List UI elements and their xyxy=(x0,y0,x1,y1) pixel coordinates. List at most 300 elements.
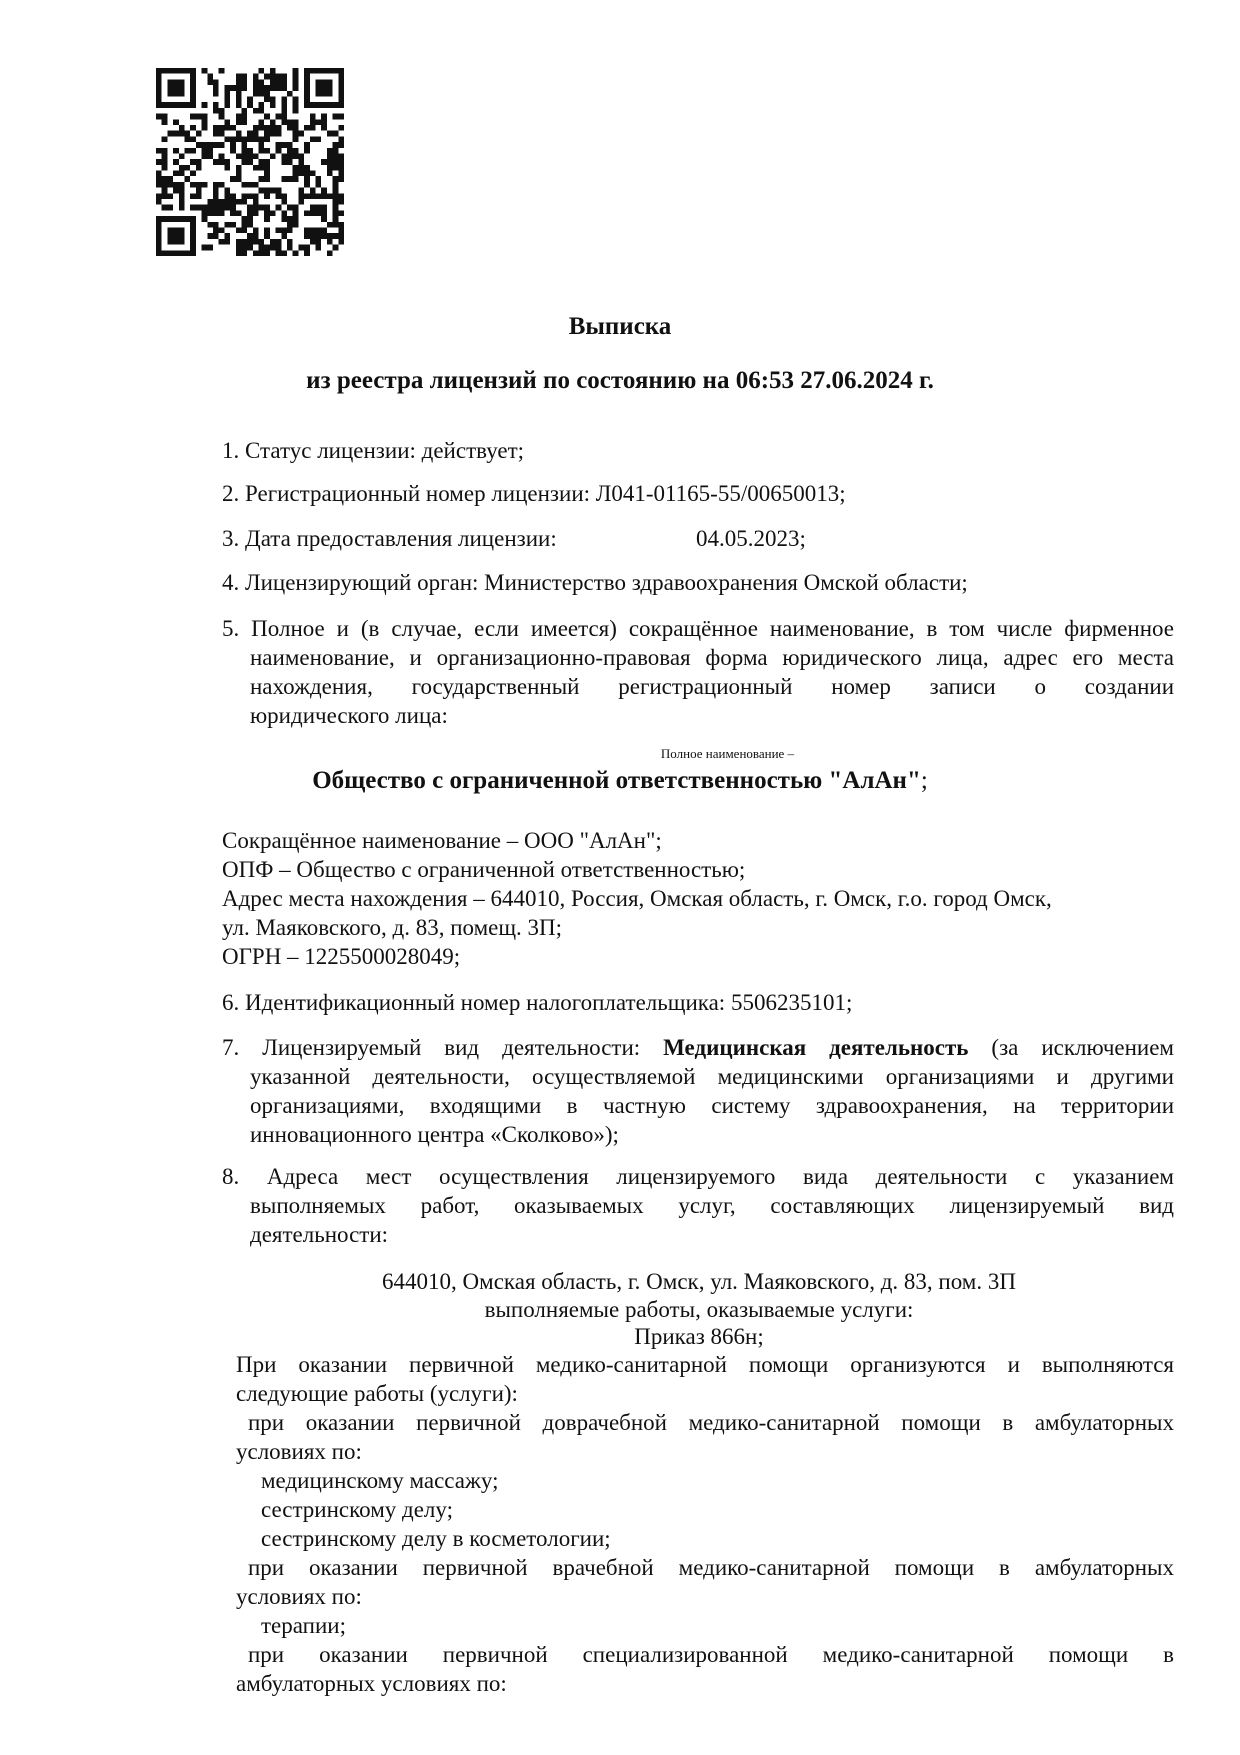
qr-module xyxy=(287,245,293,251)
qr-module xyxy=(230,222,236,228)
qr-module xyxy=(293,74,299,80)
qr-module xyxy=(173,79,179,85)
qr-module xyxy=(327,148,333,154)
qr-module xyxy=(338,102,344,108)
qr-module xyxy=(156,245,162,251)
qr-module xyxy=(207,233,213,239)
qr-module xyxy=(253,182,259,188)
qr-module xyxy=(156,79,162,85)
qr-module xyxy=(173,102,179,108)
qr-module xyxy=(190,182,196,188)
qr-module xyxy=(190,114,196,120)
item5-line: нахождения, государственный регистрационный номер записи о создании xyxy=(250,674,1174,699)
qr-module xyxy=(167,131,173,137)
qr-module xyxy=(321,188,327,194)
qr-module xyxy=(281,114,287,120)
qr-module xyxy=(230,148,236,154)
qr-module xyxy=(236,79,242,85)
works-line: следующие работы (услуги): xyxy=(236,1381,518,1406)
qr-module xyxy=(236,239,242,245)
qr-module xyxy=(156,114,162,120)
qr-module xyxy=(264,245,270,251)
qr-module xyxy=(270,245,276,251)
qr-module xyxy=(196,159,202,165)
qr-module xyxy=(276,205,282,211)
qr-module xyxy=(310,171,316,177)
qr-module xyxy=(333,216,339,222)
qr-module xyxy=(241,199,247,205)
qr-module xyxy=(230,193,236,199)
qr-module xyxy=(270,188,276,194)
qr-module xyxy=(156,250,162,256)
qr-module xyxy=(316,176,322,182)
item8-line: выполняемых работ, оказываемых услуг, составляющих лицензируемый вид xyxy=(250,1193,1174,1218)
qr-module xyxy=(156,193,162,199)
inn: 6. Идентификационный номер налогоплательщика: 5506235101; xyxy=(222,990,853,1015)
qr-module xyxy=(264,228,270,234)
qr-module xyxy=(293,210,299,216)
qr-module xyxy=(241,182,247,188)
qr-module xyxy=(190,159,196,165)
qr-module xyxy=(253,228,259,234)
qr-module xyxy=(190,171,196,177)
qr-module xyxy=(281,108,287,114)
qr-module xyxy=(173,85,179,91)
qr-module xyxy=(190,193,196,199)
qr-module xyxy=(207,199,213,205)
qr-module xyxy=(327,165,333,171)
qr-module xyxy=(287,148,293,154)
qr-module xyxy=(287,239,293,245)
qr-module xyxy=(167,102,173,108)
qr-module xyxy=(333,165,339,171)
qr-module xyxy=(293,171,299,177)
full-name-caption: Полное наименование – xyxy=(660,746,795,761)
qr-module xyxy=(173,250,179,256)
qr-module xyxy=(276,228,282,234)
qr-module xyxy=(287,205,293,211)
qr-module xyxy=(259,85,265,91)
qr-module xyxy=(167,68,173,74)
qr-module xyxy=(281,159,287,165)
works-line: При оказании первичной медико-санитарной помощи организуются и выполняются xyxy=(236,1352,1174,1377)
qr-module xyxy=(270,119,276,125)
qr-module xyxy=(259,142,265,148)
qr-module xyxy=(224,165,230,171)
qr-module xyxy=(247,239,253,245)
qr-module xyxy=(338,165,344,171)
qr-module xyxy=(264,250,270,256)
qr-module xyxy=(338,74,344,80)
qr-module xyxy=(184,136,190,142)
qr-module xyxy=(264,188,270,194)
qr-module xyxy=(224,125,230,131)
qr-module xyxy=(264,85,270,91)
qr-module xyxy=(316,205,322,211)
qr-module xyxy=(293,68,299,74)
qr-module xyxy=(338,136,344,142)
qr-module xyxy=(241,153,247,159)
qr-module xyxy=(338,79,344,85)
qr-module xyxy=(236,250,242,256)
activity-type: Медицинская деятельность xyxy=(663,1035,969,1060)
address-line: Адрес места нахождения – 644010, Россия, Омская область, г. Омск, г.о. город Омск, xyxy=(222,886,1052,911)
qr-code-graphic xyxy=(156,68,344,256)
qr-module xyxy=(219,153,225,159)
qr-module xyxy=(241,245,247,251)
qr-module xyxy=(219,199,225,205)
qr-module xyxy=(241,74,247,80)
service-item: сестринскому делу в косметологии; xyxy=(261,1526,611,1551)
qr-module xyxy=(304,250,310,256)
qr-module xyxy=(156,176,162,182)
qr-module xyxy=(293,222,299,228)
qr-module xyxy=(270,239,276,245)
qr-module xyxy=(338,85,344,91)
qr-module xyxy=(333,114,339,120)
qr-module xyxy=(310,228,316,234)
qr-module xyxy=(253,165,259,171)
qr-module xyxy=(298,188,304,194)
qr-module xyxy=(184,68,190,74)
qr-module xyxy=(253,233,259,239)
qr-module xyxy=(316,102,322,108)
works-line: условиях по: xyxy=(236,1584,362,1609)
qr-module xyxy=(179,171,185,177)
qr-module xyxy=(327,239,333,245)
works-line: при оказании первичной врачебной медико-санитарной помощи в амбулаторных xyxy=(248,1555,1174,1580)
qr-module xyxy=(224,205,230,211)
qr-module xyxy=(327,233,333,239)
qr-module xyxy=(321,119,327,125)
qr-module xyxy=(167,233,173,239)
qr-module xyxy=(338,193,344,199)
qr-module xyxy=(338,142,344,148)
qr-module xyxy=(253,85,259,91)
qr-module xyxy=(270,210,276,216)
qr-module xyxy=(338,159,344,165)
qr-module xyxy=(293,176,299,182)
qr-module xyxy=(253,193,259,199)
qr-module xyxy=(236,210,242,216)
qr-module xyxy=(304,210,310,216)
qr-module xyxy=(190,148,196,154)
qr-module xyxy=(338,228,344,234)
qr-module xyxy=(196,193,202,199)
qr-module xyxy=(253,239,259,245)
qr-module xyxy=(213,85,219,91)
qr-module xyxy=(241,148,247,154)
qr-module xyxy=(196,131,202,137)
qr-module xyxy=(304,68,310,74)
qr-module xyxy=(327,131,333,137)
qr-module xyxy=(230,205,236,211)
qr-module xyxy=(321,193,327,199)
qr-module xyxy=(224,159,230,165)
qr-module xyxy=(196,188,202,194)
qr-module xyxy=(247,222,253,228)
qr-module xyxy=(310,136,316,142)
qr-module xyxy=(224,91,230,97)
full-name-suffix: ; xyxy=(920,767,928,794)
qr-module xyxy=(236,245,242,251)
qr-module xyxy=(241,193,247,199)
qr-module xyxy=(184,176,190,182)
qr-module xyxy=(207,210,213,216)
qr-module xyxy=(236,136,242,142)
qr-module xyxy=(253,136,259,142)
item5-line: наименование, и организационно-правовая форма юридического лица, адрес его места xyxy=(250,645,1174,670)
qr-module xyxy=(316,210,322,216)
qr-module xyxy=(236,102,242,108)
qr-module xyxy=(156,96,162,102)
qr-module xyxy=(276,74,282,80)
qr-module xyxy=(190,68,196,74)
qr-module xyxy=(316,239,322,245)
works-line: условиях по: xyxy=(236,1439,362,1464)
qr-module xyxy=(264,193,270,199)
qr-module xyxy=(298,131,304,137)
qr-module xyxy=(202,182,208,188)
qr-module xyxy=(162,136,168,142)
qr-module xyxy=(298,153,304,159)
qr-module xyxy=(213,228,219,234)
qr-module xyxy=(167,79,173,85)
qr-module xyxy=(293,205,299,211)
qr-module xyxy=(213,182,219,188)
qr-module xyxy=(270,74,276,80)
qr-module xyxy=(173,119,179,125)
qr-module xyxy=(230,85,236,91)
qr-module xyxy=(321,91,327,97)
qr-module xyxy=(304,171,310,177)
qr-module xyxy=(264,176,270,182)
qr-module xyxy=(333,182,339,188)
qr-module xyxy=(338,114,344,120)
qr-module xyxy=(293,79,299,85)
qr-module xyxy=(259,250,265,256)
qr-module xyxy=(173,159,179,165)
qr-module xyxy=(207,153,213,159)
qr-module xyxy=(202,119,208,125)
qr-module xyxy=(264,131,270,137)
qr-module xyxy=(190,96,196,102)
qr-module xyxy=(202,114,208,120)
qr-module xyxy=(304,193,310,199)
qr-module xyxy=(310,119,316,125)
qr-module xyxy=(276,114,282,120)
qr-module xyxy=(333,222,339,228)
qr-module xyxy=(287,119,293,125)
qr-module xyxy=(327,222,333,228)
qr-module xyxy=(207,79,213,85)
qr-module xyxy=(156,68,162,74)
qr-module xyxy=(293,216,299,222)
qr-module xyxy=(162,68,168,74)
qr-module xyxy=(281,142,287,148)
qr-module xyxy=(156,239,162,245)
qr-module xyxy=(304,125,310,131)
place-address: 644010, Омская область, г. Омск, ул. Маяковского, д. 83, пом. 3П xyxy=(382,1269,1016,1294)
qr-module xyxy=(327,91,333,97)
qr-module xyxy=(304,176,310,182)
qr-module xyxy=(298,165,304,171)
qr-module xyxy=(316,193,322,199)
item8-line: 8. Адреса мест осуществления лицензируемого вида деятельности с указанием xyxy=(222,1164,1174,1189)
qr-module xyxy=(259,108,265,114)
qr-module xyxy=(304,182,310,188)
qr-module xyxy=(173,233,179,239)
qr-module xyxy=(207,222,213,228)
qr-module xyxy=(196,205,202,211)
qr-module xyxy=(236,119,242,125)
qr-module xyxy=(304,74,310,80)
qr-module xyxy=(316,233,322,239)
qr-module xyxy=(196,142,202,148)
qr-module xyxy=(236,91,242,97)
qr-module xyxy=(287,176,293,182)
qr-module xyxy=(156,222,162,228)
qr-module xyxy=(230,125,236,131)
qr-module xyxy=(156,171,162,177)
qr-module xyxy=(298,245,304,251)
qr-module xyxy=(213,102,219,108)
address-line: ул. Маяковского, д. 83, помещ. 3П; xyxy=(222,915,563,940)
qr-module xyxy=(184,216,190,222)
qr-module xyxy=(179,250,185,256)
qr-module xyxy=(338,68,344,74)
qr-module xyxy=(213,188,219,194)
qr-module xyxy=(224,102,230,108)
qr-module xyxy=(196,165,202,171)
service-item: медицинскому массажу; xyxy=(261,1468,499,1493)
qr-module xyxy=(202,210,208,216)
qr-module xyxy=(304,85,310,91)
qr-module xyxy=(287,228,293,234)
qr-module xyxy=(230,210,236,216)
qr-module xyxy=(327,79,333,85)
qr-module xyxy=(156,159,162,165)
qr-module xyxy=(190,136,196,142)
qr-module xyxy=(259,102,265,108)
qr-module xyxy=(236,153,242,159)
qr-module xyxy=(264,205,270,211)
item7-line1-rest: (за исключением xyxy=(991,1035,1174,1060)
qr-module xyxy=(213,210,219,216)
qr-module xyxy=(327,153,333,159)
qr-module xyxy=(298,171,304,177)
qr-module xyxy=(190,102,196,108)
qr-module xyxy=(333,233,339,239)
qr-module xyxy=(224,96,230,102)
qr-module xyxy=(156,102,162,108)
qr-module xyxy=(264,125,270,131)
qr-module xyxy=(156,91,162,97)
document-subtitle: из реестра лицензий по состоянию на 06:53 27.06.2024 г. xyxy=(306,367,934,394)
qr-module xyxy=(316,119,322,125)
qr-module xyxy=(287,159,293,165)
qr-module xyxy=(327,102,333,108)
qr-module xyxy=(202,68,208,74)
item7-line: организациями, входящими в частную систему здравоохранения, на территории xyxy=(250,1093,1174,1118)
works-line: при оказании первичной специализированной медико-санитарной помощи в xyxy=(248,1642,1174,1667)
qr-module xyxy=(190,91,196,97)
qr-module xyxy=(321,68,327,74)
qr-module xyxy=(298,199,304,205)
qr-module xyxy=(156,199,162,205)
qr-module xyxy=(167,193,173,199)
qr-module xyxy=(179,193,185,199)
qr-module xyxy=(167,228,173,234)
item7-first-line xyxy=(222,1033,1174,1062)
qr-module xyxy=(327,171,333,177)
qr-module xyxy=(253,131,259,137)
qr-module xyxy=(219,125,225,131)
qr-module xyxy=(304,165,310,171)
qr-module xyxy=(162,159,168,165)
qr-module xyxy=(213,205,219,211)
qr-module xyxy=(333,199,339,205)
qr-module xyxy=(224,239,230,245)
qr-module xyxy=(281,153,287,159)
qr-module xyxy=(190,74,196,80)
qr-module xyxy=(338,125,344,131)
qr-module xyxy=(173,131,179,137)
qr-module xyxy=(167,85,173,91)
qr-module xyxy=(241,79,247,85)
qr-module xyxy=(219,68,225,74)
qr-module xyxy=(293,125,299,131)
qr-module xyxy=(207,148,213,154)
qr-module xyxy=(247,216,253,222)
qr-module xyxy=(184,102,190,108)
qr-module xyxy=(281,193,287,199)
qr-module xyxy=(224,136,230,142)
qr-module xyxy=(310,68,316,74)
qr-module xyxy=(207,142,213,148)
qr-module xyxy=(264,74,270,80)
qr-module xyxy=(236,85,242,91)
qr-module xyxy=(190,125,196,131)
qr-module xyxy=(264,216,270,222)
qr-module xyxy=(173,68,179,74)
qr-module xyxy=(338,233,344,239)
qr-module xyxy=(281,119,287,125)
qr-module xyxy=(179,102,185,108)
qr-module xyxy=(276,142,282,148)
item7-line: инновационного центра «Сколково»); xyxy=(250,1122,619,1147)
qr-module xyxy=(213,108,219,114)
qr-module xyxy=(224,188,230,194)
qr-module xyxy=(190,250,196,256)
qr-module xyxy=(247,193,253,199)
qr-module xyxy=(333,68,339,74)
qr-module xyxy=(207,205,213,211)
qr-module xyxy=(179,199,185,205)
qr-module xyxy=(241,108,247,114)
qr-module xyxy=(247,136,253,142)
qr-module xyxy=(179,233,185,239)
qr-module xyxy=(224,199,230,205)
qr-module xyxy=(293,102,299,108)
qr-module xyxy=(202,216,208,222)
qr-module xyxy=(304,96,310,102)
qr-module xyxy=(259,91,265,97)
qr-module xyxy=(298,159,304,165)
qr-module xyxy=(179,91,185,97)
qr-module xyxy=(327,85,333,91)
qr-module xyxy=(184,165,190,171)
